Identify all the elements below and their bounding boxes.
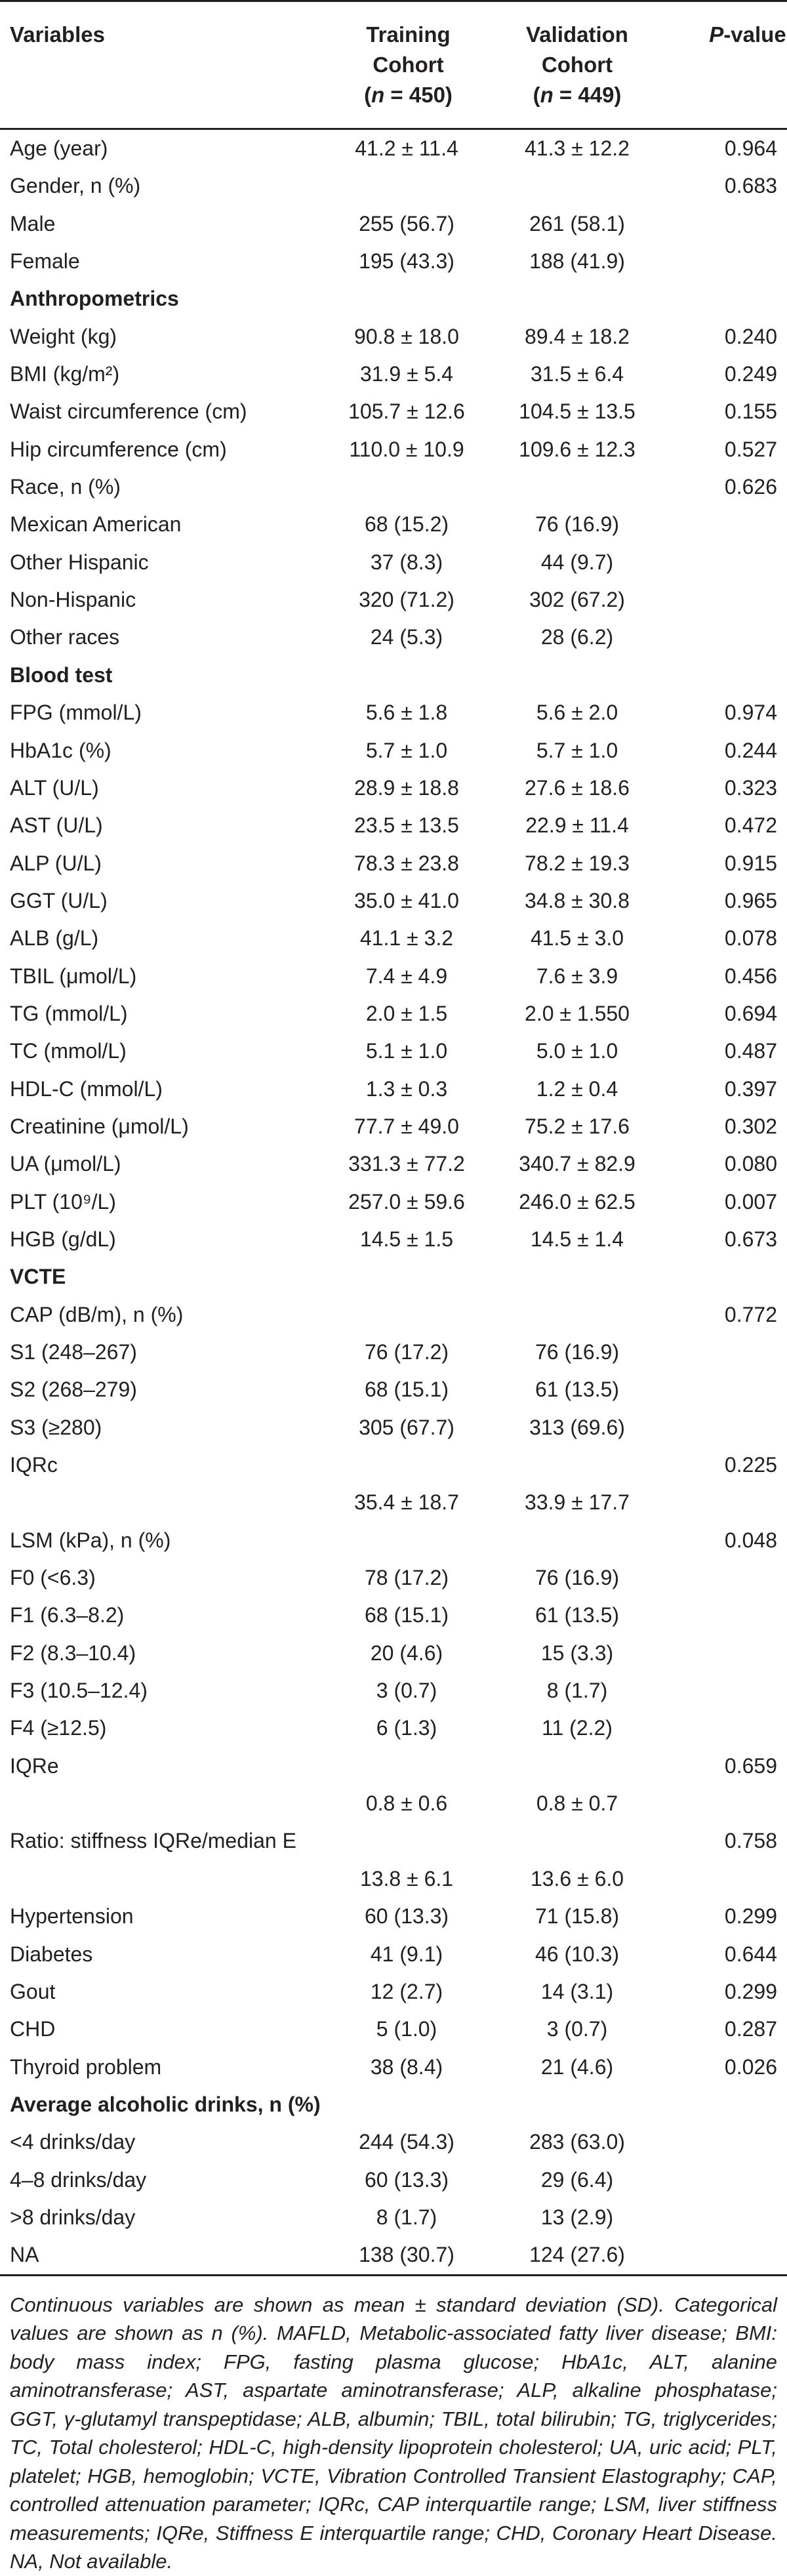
row-label: IQRe (10, 1753, 59, 1778)
validation-value: 124 (27.6) (529, 2243, 625, 2267)
validation-value: 188 (41.9) (529, 249, 625, 274)
header-validation-line1: Validation (526, 22, 628, 47)
table-row (0, 130, 787, 167)
row-label: UA (μmol/L) (10, 1152, 121, 1176)
row-label: ALB (g/L) (10, 926, 99, 951)
row-label: HDL-C (mmol/L) (10, 1076, 163, 1101)
training-value: 1.3 ± 0.3 (365, 1076, 448, 1101)
p-value: 0.155 (724, 399, 777, 424)
training-value: 60 (13.3) (364, 1904, 449, 1929)
row-label: Race, n (%) (10, 475, 121, 499)
row-label: LSM (kPa), n (%) (10, 1528, 171, 1552)
training-value: 68 (15.1) (364, 1603, 449, 1627)
table-row (0, 1371, 787, 1408)
header-training-line2: Cohort (373, 52, 444, 77)
p-value: 0.964 (724, 136, 777, 160)
row-label: S1 (248–267) (10, 1340, 137, 1364)
validation-value: 261 (58.1) (529, 211, 625, 235)
validation-value: 11 (2.2) (542, 1716, 613, 1740)
validation-value: 1.2 ± 0.4 (536, 1076, 618, 1101)
table-row (0, 205, 787, 243)
table-row (0, 732, 787, 769)
table-footnote: Continuous variables are shown as mean ± standard deviation (SD). Categorical values are shown as n (%). MAFLD, Metabolic-associated fatty liver disease; BMI: body mass index; FPG, fasting plasma glucose; HbA1c, ALT, alanine aminotransferase; AST, aspartate aminotransferase; ALP, alkaline phosphatase; GGT, γ-glutamyl transpeptidase; ALB, albumin; TBIL, total bilirubin; TG, triglycerides; TC, Total cholesterol; HDL-C, high-density lipoprotein cholesterol; UA, uric acid; PLT, platelet; HGB, hemoglobin; VCTE, Vibration Controlled Transient Elastography; CAP, controlled attenuation parameter; IQRc, CAP interquartile range; LSM, liver stiffness measurements; IQRe, Stiffness E interquartile range; CHD, Coronary Heart Disease. NA, Not available. (10, 2293, 777, 2573)
training-value: 12 (2.7) (370, 1979, 443, 2003)
training-value: 31.9 ± 5.4 (359, 362, 454, 386)
p-value: 0.078 (724, 926, 777, 951)
p-value: 0.287 (724, 2017, 777, 2041)
p-value: 0.683 (724, 174, 777, 198)
p-value: 0.323 (724, 775, 777, 800)
table-row (0, 1709, 787, 1747)
training-value: 68 (15.1) (364, 1378, 449, 1402)
row-label: Other Hispanic (10, 550, 149, 574)
training-value: 13.8 ± 6.1 (359, 1866, 454, 1891)
p-value: 0.249 (724, 362, 777, 386)
row-label: Female (10, 249, 80, 274)
row-label: Average alcoholic drinks, n (%) (10, 2092, 321, 2116)
p-value: 0.397 (724, 1076, 777, 1101)
training-value: 24 (5.3) (370, 625, 443, 649)
row-label: F4 (≥12.5) (10, 1716, 107, 1740)
validation-value: 76 (16.9) (535, 1340, 620, 1364)
table-row (0, 544, 787, 581)
training-value: 255 (56.7) (359, 211, 454, 235)
training-value: 20 (4.6) (370, 1641, 443, 1665)
table-row (0, 1822, 787, 1860)
training-value: 257.0 ± 59.6 (348, 1189, 465, 1214)
table-row (0, 1145, 787, 1183)
validation-value: 14.5 ± 1.4 (530, 1227, 624, 1251)
table-row (0, 1221, 787, 1258)
training-value: 195 (43.3) (359, 249, 454, 274)
table-row (0, 1860, 787, 1898)
validation-value: 5.0 ± 1.0 (536, 1039, 618, 1063)
validation-value: 14 (3.1) (540, 1979, 614, 2003)
header-training-line3: (n = 450) (364, 83, 453, 107)
row-label: TG (mmol/L) (10, 1001, 128, 1025)
row-label: Anthropometrics (10, 287, 179, 311)
validation-value: 29 (6.4) (540, 2167, 614, 2192)
training-value: 23.5 ± 13.5 (354, 813, 459, 838)
row-label: NA (10, 2243, 39, 2267)
row-label: ALP (U/L) (10, 851, 102, 875)
table-row (0, 995, 787, 1032)
training-value: 244 (54.3) (359, 2130, 454, 2154)
table-row (0, 2011, 787, 2048)
training-value: 5.1 ± 1.0 (365, 1039, 448, 1063)
training-value: 105.7 ± 12.6 (348, 399, 465, 424)
row-label: Ratio: stiffness IQRe/median E (10, 1829, 296, 1853)
training-value: 8 (1.7) (376, 2205, 437, 2229)
training-value: 60 (13.3) (364, 2167, 449, 2192)
row-label: F1 (6.3–8.2) (10, 1603, 125, 1627)
training-value: 41 (9.1) (370, 1942, 443, 1966)
validation-value: 31.5 ± 6.4 (530, 362, 624, 386)
validation-value: 21 (4.6) (540, 2055, 614, 2079)
p-value: 0.626 (724, 475, 777, 499)
training-value: 5.6 ± 1.8 (365, 701, 448, 725)
table-row (0, 1484, 787, 1521)
training-value: 78 (17.2) (364, 1566, 449, 1590)
training-value: 41.1 ± 3.2 (359, 926, 454, 951)
row-label: VCTE (10, 1265, 66, 1289)
validation-value: 0.8 ± 0.7 (536, 1791, 618, 1816)
table-row (0, 468, 787, 506)
header-p-value: P-value (709, 22, 786, 47)
row-label: S3 (≥280) (10, 1415, 102, 1439)
table-row (0, 1446, 787, 1484)
training-value: 28.9 ± 18.8 (354, 775, 459, 800)
table-row (0, 356, 787, 393)
table-row (0, 393, 787, 430)
validation-value: 22.9 ± 11.4 (525, 813, 629, 838)
training-value: 35.0 ± 41.0 (354, 888, 459, 912)
row-label: Hip circumference (cm) (10, 437, 227, 461)
training-value: 14.5 ± 1.5 (359, 1227, 454, 1251)
p-value: 0.772 (724, 1302, 777, 1326)
header-training-line1: Training (366, 22, 451, 47)
training-value: 320 (71.2) (359, 588, 454, 612)
validation-value: 46 (10.3) (535, 1942, 620, 1966)
p-value: 0.302 (724, 1114, 777, 1138)
row-label: FPG (mmol/L) (10, 701, 142, 725)
validation-value: 27.6 ± 18.6 (525, 775, 630, 800)
table-row (0, 845, 787, 882)
row-label: Weight (kg) (10, 324, 117, 348)
table-row (0, 581, 787, 619)
validation-value: 76 (16.9) (535, 1566, 620, 1590)
p-value: 0.758 (724, 1829, 777, 1853)
validation-value: 33.9 ± 17.7 (525, 1490, 630, 1515)
table-bottom-rule (0, 2274, 787, 2276)
training-value: 90.8 ± 18.0 (354, 324, 459, 348)
table-row (0, 1748, 787, 1785)
table-row (0, 2123, 787, 2161)
validation-value: 246.0 ± 62.5 (519, 1189, 636, 1214)
row-label: CAP (dB/m), n (%) (10, 1302, 184, 1326)
section-header-row (0, 2086, 787, 2123)
row-label: Other races (10, 625, 120, 649)
row-label: Non-Hispanic (10, 588, 136, 612)
p-value: 0.048 (724, 1528, 777, 1552)
table-row (0, 1334, 787, 1371)
table-row (0, 1936, 787, 1973)
table-row (0, 1672, 787, 1709)
header-validation-line3: (n = 449) (533, 83, 622, 107)
training-value: 7.4 ± 4.9 (365, 964, 448, 988)
table-row (0, 1635, 787, 1672)
section-header-row (0, 657, 787, 694)
validation-value: 41.3 ± 12.2 (525, 136, 630, 160)
section-header-row (0, 1258, 787, 1296)
validation-value: 61 (13.5) (535, 1603, 620, 1627)
row-label: Diabetes (10, 1942, 93, 1966)
validation-value: 283 (63.0) (529, 2130, 625, 2154)
p-value: 0.007 (724, 1189, 777, 1214)
validation-value: 71 (15.8) (535, 1904, 620, 1929)
table-row (0, 243, 787, 280)
p-value: 0.244 (724, 738, 777, 762)
row-label: BMI (kg/m²) (10, 362, 120, 386)
row-label: GGT (U/L) (10, 888, 108, 912)
table-row (0, 1409, 787, 1446)
validation-value: 41.5 ± 3.0 (530, 926, 624, 951)
table-row (0, 318, 787, 356)
validation-value: 13.6 ± 6.0 (530, 1866, 624, 1891)
row-label: Gout (10, 1979, 56, 2003)
training-value: 331.3 ± 77.2 (348, 1152, 465, 1176)
validation-value: 78.2 ± 19.3 (525, 851, 630, 875)
row-label: F3 (10.5–12.4) (10, 1679, 148, 1703)
training-value: 35.4 ± 18.7 (354, 1490, 459, 1515)
validation-value: 104.5 ± 13.5 (519, 399, 636, 424)
validation-value: 34.8 ± 30.8 (525, 888, 630, 912)
training-value: 77.7 ± 49.0 (354, 1114, 459, 1138)
table-header (0, 0, 787, 130)
validation-value: 5.6 ± 2.0 (536, 701, 618, 725)
training-value: 3 (0.7) (376, 1679, 437, 1703)
table-row (0, 506, 787, 543)
validation-value: 75.2 ± 17.6 (525, 1114, 630, 1138)
training-value: 37 (8.3) (370, 550, 443, 574)
p-value: 0.673 (724, 1227, 777, 1251)
validation-value: 313 (69.6) (529, 1415, 625, 1439)
validation-value: 8 (1.7) (546, 1679, 608, 1703)
row-label: Age (year) (10, 136, 108, 160)
p-value: 0.659 (724, 1753, 777, 1778)
p-value: 0.240 (724, 324, 777, 348)
row-label: ALT (U/L) (10, 775, 99, 800)
training-value: 2.0 ± 1.5 (365, 1001, 448, 1025)
training-value: 5.7 ± 1.0 (365, 738, 448, 762)
row-label: 4–8 drinks/day (10, 2167, 147, 2192)
header-variables: Variables (10, 22, 105, 47)
training-value: 305 (67.7) (359, 1415, 454, 1439)
p-value: 0.487 (724, 1039, 777, 1063)
training-value: 0.8 ± 0.6 (365, 1791, 448, 1816)
table-row (0, 769, 787, 807)
table-row (0, 920, 787, 957)
row-label: <4 drinks/day (10, 2130, 136, 2154)
table-row (0, 1296, 787, 1334)
table-row (0, 1032, 787, 1070)
p-value: 0.225 (724, 1453, 777, 1477)
validation-value: 89.4 ± 18.2 (525, 324, 630, 348)
table-row (0, 1785, 787, 1822)
table-row (0, 1559, 787, 1597)
row-label: F2 (8.3–10.4) (10, 1641, 136, 1665)
section-header-row (0, 280, 787, 317)
training-value: 78.3 ± 23.8 (354, 851, 459, 875)
table-row (0, 882, 787, 920)
table-row (0, 2161, 787, 2199)
p-value: 0.456 (724, 964, 777, 988)
p-value: 0.694 (724, 1001, 777, 1025)
validation-value: 109.6 ± 12.3 (519, 437, 636, 461)
table-row (0, 1183, 787, 1221)
table-row (0, 431, 787, 468)
row-label: Waist circumference (cm) (10, 399, 247, 424)
p-value: 0.299 (724, 1904, 777, 1929)
table-row (0, 619, 787, 656)
validation-value: 76 (16.9) (535, 512, 620, 537)
header-training-cohort (348, 20, 469, 110)
row-label: S2 (268–279) (10, 1378, 137, 1402)
row-label: HbA1c (%) (10, 738, 111, 762)
validation-value: 61 (13.5) (535, 1378, 620, 1402)
table-row (0, 1071, 787, 1108)
validation-value: 7.6 ± 3.9 (536, 964, 618, 988)
row-label: Blood test (10, 663, 113, 687)
row-label: Creatinine (μmol/L) (10, 1114, 189, 1138)
table-row (0, 694, 787, 731)
row-label: TBIL (μmol/L) (10, 964, 137, 988)
row-label: Hypertension (10, 1904, 134, 1929)
validation-value: 3 (0.7) (546, 2017, 608, 2041)
table-row (0, 807, 787, 844)
training-value: 6 (1.3) (376, 1716, 437, 1740)
training-value: 5 (1.0) (376, 2017, 437, 2041)
table-row (0, 2236, 787, 2274)
validation-value: 28 (6.2) (540, 625, 614, 649)
p-value: 0.965 (724, 888, 777, 912)
training-value: 76 (17.2) (364, 1340, 449, 1364)
row-label: PLT (10⁹/L) (10, 1189, 116, 1214)
p-value: 0.644 (724, 1942, 777, 1966)
table-row (0, 958, 787, 995)
p-value: 0.915 (724, 851, 777, 875)
validation-value: 44 (9.7) (540, 550, 614, 574)
validation-value: 13 (2.9) (540, 2205, 614, 2229)
table-row (0, 1597, 787, 1634)
row-label: F0 (<6.3) (10, 1566, 96, 1590)
training-value: 110.0 ± 10.9 (349, 437, 464, 461)
p-value: 0.472 (724, 813, 777, 838)
validation-value: 302 (67.2) (529, 588, 625, 612)
row-label: Male (10, 211, 56, 235)
table-row (0, 2199, 787, 2236)
row-label: CHD (10, 2017, 56, 2041)
validation-value: 5.7 ± 1.0 (536, 738, 618, 762)
row-label: Thyroid problem (10, 2055, 162, 2079)
row-label: Gender, n (%) (10, 174, 141, 198)
row-label: IQRc (10, 1453, 58, 1477)
table-row (0, 1108, 787, 1145)
header-validation-line2: Cohort (541, 52, 613, 77)
p-value: 0.080 (724, 1152, 777, 1176)
p-value: 0.299 (724, 1979, 777, 2003)
validation-value: 15 (3.3) (540, 1641, 614, 1665)
p-value: 0.974 (724, 701, 777, 725)
table-body (0, 130, 787, 2274)
table-row (0, 1973, 787, 2011)
training-value: 38 (8.4) (370, 2055, 443, 2079)
table-row (0, 2049, 787, 2086)
table-row (0, 1522, 787, 1559)
table-row (0, 167, 787, 205)
validation-value: 340.7 ± 82.9 (519, 1152, 636, 1176)
row-label: AST (U/L) (10, 813, 103, 838)
row-label: HGB (g/dL) (10, 1227, 116, 1251)
p-value: 0.026 (724, 2055, 777, 2079)
p-value: 0.527 (724, 437, 777, 461)
training-value: 68 (15.2) (364, 512, 449, 537)
row-label: TC (mmol/L) (10, 1039, 127, 1063)
table-row (0, 1898, 787, 1935)
training-value: 138 (30.7) (359, 2243, 454, 2267)
training-value: 41.2 ± 11.4 (355, 136, 458, 160)
row-label: Mexican American (10, 512, 182, 537)
header-validation-cohort (512, 20, 643, 110)
row-label: >8 drinks/day (10, 2205, 136, 2229)
validation-value: 2.0 ± 1.550 (525, 1001, 630, 1025)
